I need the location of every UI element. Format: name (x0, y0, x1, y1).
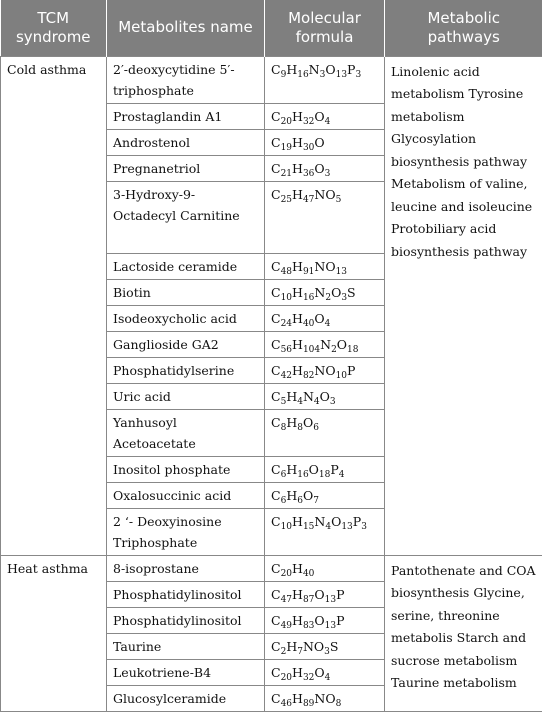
formula-element: S (347, 285, 356, 300)
formula-subscript: 40 (303, 569, 314, 579)
molecular-formula-cell (265, 129, 385, 155)
molecular-formula-cell (265, 155, 385, 181)
formula-subscript: 47 (303, 195, 314, 205)
formula-element: H (292, 363, 303, 378)
formula-subscript: 13 (325, 595, 336, 605)
formula-subscript: 4 (325, 673, 331, 683)
formula-subscript: 13 (336, 267, 347, 277)
formula-subscript: 36 (303, 169, 314, 179)
formula-subscript: 3 (325, 169, 331, 179)
molecular-formula-cell (265, 633, 385, 659)
formula-element: H (292, 187, 303, 202)
formula-subscript: 4 (314, 397, 320, 407)
formula-subscript: 20 (281, 569, 292, 579)
formula-subscript: 6 (281, 470, 287, 480)
formula-text (271, 337, 359, 352)
metabolite-name-cell: Taurine (107, 633, 265, 659)
formula-subscript: 87 (303, 595, 314, 605)
formula-element: O (320, 389, 330, 404)
formula-element: O (303, 488, 313, 503)
formula-element: C (271, 665, 281, 680)
formula-element: H (292, 311, 303, 326)
syndrome-cell: Cold asthma (1, 56, 107, 555)
formula-element: C (271, 363, 281, 378)
formula-element: N (314, 285, 325, 300)
formula-text (271, 462, 345, 477)
formula-element: O (325, 62, 335, 77)
formula-subscript: 8 (297, 423, 303, 433)
formula-subscript: 7 (313, 496, 319, 506)
formula-subscript: 20 (281, 117, 292, 127)
formula-subscript: 49 (281, 621, 292, 631)
formula-element: H (286, 488, 297, 503)
formula-element: NO (314, 259, 335, 274)
formula-element: C (271, 109, 281, 124)
formula-text (271, 613, 345, 628)
molecular-formula-cell (265, 253, 385, 279)
formula-subscript: 3 (330, 397, 336, 407)
header-tcm-syndrome: TCM syndrome (1, 0, 107, 56)
formula-element: H (286, 415, 297, 430)
formula-element: C (271, 691, 281, 706)
formula-subscript: 46 (281, 699, 292, 709)
formula-subscript: 3 (341, 293, 347, 303)
formula-text (271, 488, 319, 503)
formula-subscript: 89 (303, 699, 314, 709)
metabolite-name-cell: Yanhusoyl Acetoacetate (107, 409, 265, 456)
formula-subscript: 18 (319, 470, 330, 480)
formula-subscript: 16 (297, 70, 308, 80)
formula-text (271, 665, 330, 680)
formula-element: C (271, 259, 281, 274)
formula-subscript: 25 (281, 195, 292, 205)
formula-subscript: 10 (281, 293, 292, 303)
formula-element: C (271, 415, 281, 430)
formula-subscript: 2 (325, 293, 331, 303)
molecular-formula-cell (265, 181, 385, 253)
metabolite-name-cell: 3-Hydroxy-9-Octadecyl Carnitine (107, 181, 265, 253)
formula-text (271, 389, 336, 404)
formula-subscript: 9 (281, 70, 287, 80)
metabolite-name-cell: Biotin (107, 279, 265, 305)
formula-text (271, 161, 330, 176)
formula-element: P (347, 62, 355, 77)
formula-subscript: 32 (303, 117, 314, 127)
formula-subscript: 24 (281, 319, 292, 329)
formula-element: P (336, 613, 344, 628)
molecular-formula-cell (265, 103, 385, 129)
formula-text (271, 259, 347, 274)
formula-element: C (271, 462, 281, 477)
metabolite-name-cell: 8-isoprostane (107, 555, 265, 581)
formula-subscript: 104 (303, 345, 320, 355)
formula-subscript: 32 (303, 673, 314, 683)
formula-element: N (309, 62, 320, 77)
molecular-formula-cell (265, 555, 385, 581)
formula-subscript: 56 (281, 345, 292, 355)
molecular-formula-cell (265, 279, 385, 305)
formula-subscript: 4 (325, 522, 331, 532)
formula-subscript: 40 (303, 319, 314, 329)
table-body (1, 56, 542, 711)
formula-element: O (314, 311, 324, 326)
metabolite-name-cell: Phosphatidylinositol (107, 607, 265, 633)
formula-subscript: 82 (303, 371, 314, 381)
formula-text (271, 514, 367, 529)
formula-element: H (292, 587, 303, 602)
molecular-formula-cell (265, 409, 385, 456)
formula-subscript: 19 (281, 143, 292, 153)
formula-element: H (286, 62, 297, 77)
formula-element: H (292, 337, 303, 352)
formula-subscript: 8 (336, 699, 342, 709)
metabolite-name-cell: Uric acid (107, 383, 265, 409)
formula-element: O (314, 665, 324, 680)
formula-element: H (292, 135, 303, 150)
formula-element: N (314, 514, 325, 529)
formula-subscript: 3 (324, 647, 330, 657)
formula-element: O (337, 337, 347, 352)
formula-text (271, 561, 314, 576)
table-row (1, 56, 542, 103)
formula-subscript: 30 (303, 143, 314, 153)
formula-element: C (271, 135, 281, 150)
formula-element: C (271, 514, 281, 529)
formula-element: H (292, 514, 303, 529)
molecular-formula-cell (265, 357, 385, 383)
formula-subscript: 83 (303, 621, 314, 631)
formula-element: O (303, 415, 313, 430)
formula-subscript: 18 (347, 345, 358, 355)
formula-element: H (292, 259, 303, 274)
formula-element: C (271, 337, 281, 352)
metabolite-name-cell: 2 ‘- Deoxyinosine Triphosphate (107, 508, 265, 555)
molecular-formula-cell (265, 482, 385, 508)
formula-element: N (320, 337, 331, 352)
metabolic-pathways-cell: Linolenic acid metabolism Tyrosine metabolism Glycosylation biosynthesis pathway Metabolism of valine, leucine and isoleucine Protobiliary acid biosynthesis pathway (385, 56, 542, 555)
formula-element: P (347, 363, 355, 378)
molecular-formula-cell (265, 685, 385, 711)
molecular-formula-cell (265, 456, 385, 482)
header-metabolic-pathways: Metabolic pathways (385, 0, 542, 56)
formula-element: O (331, 285, 341, 300)
formula-text (271, 311, 330, 326)
molecular-formula-cell (265, 331, 385, 357)
molecular-formula-cell (265, 607, 385, 633)
formula-subscript: 20 (281, 673, 292, 683)
formula-subscript: 8 (281, 423, 287, 433)
formula-subscript: 4 (325, 117, 331, 127)
formula-element: P (330, 462, 338, 477)
formula-element: N (303, 389, 314, 404)
formula-text (271, 62, 361, 77)
formula-text (271, 109, 330, 124)
formula-subscript: 2 (331, 345, 337, 355)
formula-element: H (292, 613, 303, 628)
formula-element: NO (314, 363, 335, 378)
formula-subscript: 91 (303, 267, 314, 277)
formula-text (271, 363, 355, 378)
metabolite-name-cell: Oxalosuccinic acid (107, 482, 265, 508)
formula-subscript: 16 (297, 470, 308, 480)
formula-subscript: 47 (281, 595, 292, 605)
formula-subscript: 2 (281, 647, 287, 657)
formula-subscript: 4 (325, 319, 331, 329)
formula-element: H (292, 161, 303, 176)
formula-element: C (271, 62, 281, 77)
metabolite-name-cell: 2′-deoxycytidine 5′-triphosphate (107, 56, 265, 103)
formula-element: C (271, 639, 281, 654)
formula-element: H (292, 665, 303, 680)
formula-element: C (271, 488, 281, 503)
formula-subscript: 16 (303, 293, 314, 303)
formula-element: C (271, 311, 281, 326)
formula-element: H (292, 285, 303, 300)
formula-element: O (314, 613, 324, 628)
formula-element: C (271, 561, 281, 576)
formula-subscript: 6 (297, 496, 303, 506)
table-row (1, 555, 542, 581)
molecular-formula-cell (265, 305, 385, 331)
metabolite-name-cell: Prostaglandin A1 (107, 103, 265, 129)
formula-subscript: 5 (281, 397, 287, 407)
formula-text (271, 415, 319, 430)
metabolite-name-cell: Leukotriene-B4 (107, 659, 265, 685)
formula-element: H (292, 561, 303, 576)
formula-subscript: 13 (336, 70, 347, 80)
formula-subscript: 3 (361, 522, 367, 532)
formula-subscript: 3 (320, 70, 326, 80)
formula-element: O (309, 462, 319, 477)
formula-subscript: 15 (303, 522, 314, 532)
formula-subscript: 6 (281, 496, 287, 506)
formula-element: O (314, 135, 324, 150)
formula-subscript: 10 (336, 371, 347, 381)
metabolite-name-cell: Pregnanetriol (107, 155, 265, 181)
formula-element: O (314, 109, 324, 124)
metabolite-name-cell: Phosphatidylinositol (107, 581, 265, 607)
formula-subscript: 42 (281, 371, 292, 381)
formula-element: NO (314, 691, 335, 706)
formula-text (271, 691, 341, 706)
formula-subscript: 5 (336, 195, 342, 205)
molecular-formula-cell (265, 508, 385, 555)
formula-element: H (286, 462, 297, 477)
table-header (1, 0, 542, 56)
formula-element: H (292, 109, 303, 124)
formula-text (271, 187, 341, 202)
formula-element: C (271, 587, 281, 602)
metabolite-name-cell: Lactoside ceramide (107, 253, 265, 279)
formula-element: H (286, 389, 297, 404)
formula-subscript: 4 (297, 397, 303, 407)
molecular-formula-cell (265, 581, 385, 607)
formula-element: P (353, 514, 361, 529)
formula-text (271, 135, 325, 150)
formula-element: C (271, 389, 281, 404)
formula-text (271, 587, 345, 602)
molecular-formula-cell (265, 383, 385, 409)
formula-subscript: 13 (325, 621, 336, 631)
metabolite-name-cell: Isodeoxycholic acid (107, 305, 265, 331)
formula-subscript: 3 (355, 70, 361, 80)
header-molecular-formula: Molecular formula (265, 0, 385, 56)
formula-element: P (336, 587, 344, 602)
molecular-formula-cell (265, 659, 385, 685)
formula-element: NO (314, 187, 335, 202)
metabolite-name-cell: Phosphatidylserine (107, 357, 265, 383)
formula-subscript: 21 (281, 169, 292, 179)
formula-element: O (331, 514, 341, 529)
formula-element: O (314, 161, 324, 176)
metabolic-pathways-cell: Pantothenate and COA biosynthesis Glycine, serine, threonine metabolis Starch and sucrose metabolism Taurine metabolism (385, 555, 542, 711)
formula-subscript: 48 (281, 267, 292, 277)
formula-element: O (314, 587, 324, 602)
formula-text (271, 639, 338, 654)
metabolite-name-cell: Inositol phosphate (107, 456, 265, 482)
formula-element: H (286, 639, 297, 654)
formula-subscript: 10 (281, 522, 292, 532)
formula-subscript: 7 (297, 647, 303, 657)
formula-element: NO (303, 639, 324, 654)
metabolite-name-cell: Androstenol (107, 129, 265, 155)
formula-element: C (271, 161, 281, 176)
formula-element: C (271, 613, 281, 628)
formula-element: C (271, 285, 281, 300)
metabolite-name-cell: Ganglioside GA2 (107, 331, 265, 357)
metabolite-name-cell: Glucosylceramide (107, 685, 265, 711)
molecular-formula-cell (265, 56, 385, 103)
formula-subscript: 6 (313, 423, 319, 433)
formula-element: H (292, 691, 303, 706)
formula-subscript: 13 (341, 522, 352, 532)
header-metabolites-name: Metabolites name (107, 0, 265, 56)
syndrome-cell: Heat asthma (1, 555, 107, 711)
formula-text (271, 285, 356, 300)
formula-subscript: 4 (339, 470, 345, 480)
formula-element: S (330, 639, 339, 654)
formula-element: C (271, 187, 281, 202)
